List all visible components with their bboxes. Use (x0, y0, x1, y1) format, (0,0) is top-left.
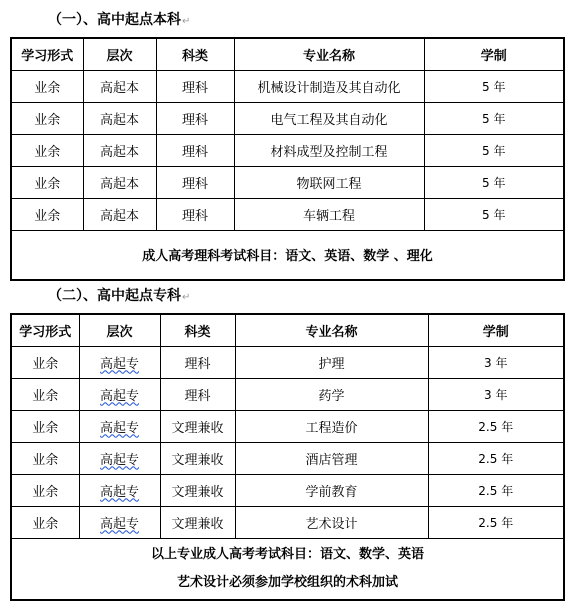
cell-level (79, 410, 160, 442)
cell-level: 高起本 (83, 134, 156, 166)
table-header-row (11, 314, 564, 346)
cell-level-text: 高起专 (99, 420, 139, 436)
header-duration: 学制 (424, 38, 564, 70)
table-row (11, 134, 564, 166)
cell-level: 高起本 (83, 198, 156, 230)
exam-subjects-note: 成人高考理科考试科目：语文、英语、数学 、理化 (11, 230, 564, 280)
cell-level (79, 442, 160, 474)
table-row (11, 442, 564, 474)
cell-study-mode: 业余 (11, 378, 79, 410)
header-study-mode: 学习形式 (11, 38, 83, 70)
cell-major-name: 车辆工程 (234, 198, 424, 230)
cell-category: 理科 (156, 102, 234, 134)
cell-study-mode: 业余 (11, 474, 79, 506)
cell-major-name: 学前教育 (235, 474, 428, 506)
cell-duration: 2.5 年 (428, 474, 564, 506)
cell-level-text: 高起专 (99, 452, 139, 468)
header-category: 科类 (160, 314, 235, 346)
paragraph-mark-icon: ↵ (182, 292, 191, 303)
cell-major-name: 物联网工程 (234, 166, 424, 198)
cell-level-text: 高起专 (99, 388, 139, 404)
cell-category: 理科 (160, 346, 235, 378)
section2-title (48, 287, 190, 307)
cell-category: 理科 (156, 70, 234, 102)
header-level: 层次 (83, 38, 156, 70)
undergraduate-table (10, 37, 565, 281)
cell-duration: 3 年 (428, 378, 564, 410)
cell-study-mode: 业余 (11, 134, 83, 166)
cell-duration: 5 年 (424, 70, 564, 102)
paragraph-mark-icon: ↵ (182, 16, 191, 27)
table-note-row (11, 230, 564, 280)
cell-duration: 2.5 年 (428, 506, 564, 538)
table-row (11, 70, 564, 102)
cell-level: 高起本 (83, 102, 156, 134)
note-line-art-exam: 艺术设计必须参加学校组织的术科加试 (176, 574, 398, 590)
header-level: 层次 (79, 314, 160, 346)
cell-major-name: 酒店管理 (235, 442, 428, 474)
cell-study-mode: 业余 (11, 70, 83, 102)
cell-major-name: 工程造价 (235, 410, 428, 442)
cell-study-mode: 业余 (11, 346, 79, 378)
cell-duration: 2.5 年 (428, 410, 564, 442)
cell-major-name: 艺术设计 (235, 506, 428, 538)
cell-major-name: 护理 (235, 346, 428, 378)
cell-category: 理科 (156, 134, 234, 166)
section1-title-text: （一）、高中起点本科 (48, 12, 181, 28)
cell-level-text: 高起专 (99, 484, 139, 500)
cell-category: 理科 (156, 166, 234, 198)
cell-study-mode: 业余 (11, 442, 79, 474)
cell-level: 高起本 (83, 70, 156, 102)
header-major-name: 专业名称 (235, 314, 428, 346)
cell-category: 理科 (156, 198, 234, 230)
associate-table (10, 313, 565, 601)
cell-level: 高起本 (83, 166, 156, 198)
cell-category: 文理兼收 (160, 410, 235, 442)
cell-level-text: 高起专 (99, 516, 139, 532)
cell-duration: 5 年 (424, 102, 564, 134)
cell-study-mode: 业余 (11, 198, 83, 230)
cell-level (79, 506, 160, 538)
cell-major-name: 机械设计制造及其自动化 (234, 70, 424, 102)
table-row (11, 198, 564, 230)
cell-major-name: 材料成型及控制工程 (234, 134, 424, 166)
table-row (11, 166, 564, 198)
cell-duration: 5 年 (424, 198, 564, 230)
header-category: 科类 (156, 38, 234, 70)
cell-level (79, 346, 160, 378)
section1-title (48, 11, 190, 31)
table-row (11, 474, 564, 506)
cell-category: 理科 (160, 378, 235, 410)
cell-major-name: 电气工程及其自动化 (234, 102, 424, 134)
cell-level (79, 378, 160, 410)
table-note-row (11, 538, 564, 600)
cell-level-text: 高起专 (99, 356, 139, 372)
header-major-name: 专业名称 (234, 38, 424, 70)
table-row (11, 410, 564, 442)
cell-duration: 5 年 (424, 166, 564, 198)
cell-category: 文理兼收 (160, 506, 235, 538)
header-duration: 学制 (428, 314, 564, 346)
cell-major-name: 药学 (235, 378, 428, 410)
table-row (11, 378, 564, 410)
cell-study-mode: 业余 (11, 166, 83, 198)
cell-duration: 5 年 (424, 134, 564, 166)
table-row (11, 346, 564, 378)
header-study-mode: 学习形式 (11, 314, 79, 346)
table-row (11, 506, 564, 538)
section2-title-text: （二）、高中起点专科 (48, 288, 181, 304)
cell-category: 文理兼收 (160, 474, 235, 506)
cell-level (79, 474, 160, 506)
note-line-subjects: 以上专业成人高考考试科目：语文、数学、英语 (150, 546, 424, 562)
cell-duration: 3 年 (428, 346, 564, 378)
cell-duration: 2.5 年 (428, 442, 564, 474)
cell-study-mode: 业余 (11, 410, 79, 442)
table-row (11, 102, 564, 134)
exam-subjects-note (11, 538, 564, 600)
cell-study-mode: 业余 (11, 102, 83, 134)
cell-study-mode: 业余 (11, 506, 79, 538)
table-header-row (11, 38, 564, 70)
cell-category: 文理兼收 (160, 442, 235, 474)
